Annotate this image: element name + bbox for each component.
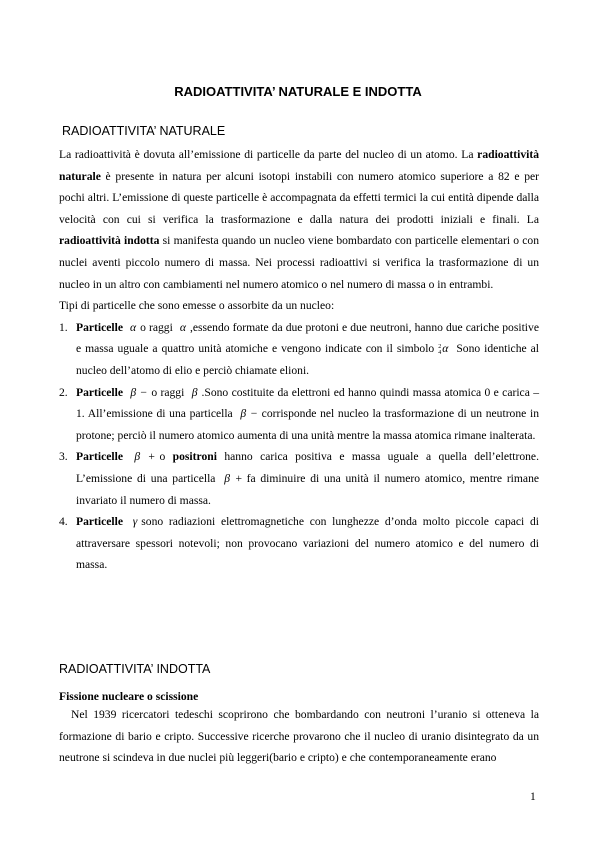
- page-title: RADIOATTIVITA’ NATURALE E INDOTTA: [174, 84, 422, 99]
- alpha-notation-numbers: 2 4: [438, 343, 442, 356]
- alpha-symbol: α: [130, 320, 137, 334]
- list-item-beta-minus: 2. Particelle β − o raggi β .Sono costituite da elettroni ed hanno quindi massa atomica 0 e carica – 1. All’emissione di una particella β − corrisponde nel nucleo la trasformazione di un neutrone in protone; perciò il numero atomico aumenta di una unità mentre la massa atomica rimane inalterata.: [59, 385, 539, 442]
- subheading-fission: Fissione nucleare o scissione: [59, 690, 199, 703]
- list-item-beta-plus: 3. Particelle β + o positroni hanno carica positiva e massa uguale a quella dell’elettrone. L’emissione di una particella β + fa diminuire di una unità il numero atomico, mentre rimane invariato il numero di massa.: [59, 450, 540, 507]
- section-heading-induced: RADIOATTIVITA’ INDOTTA: [59, 662, 211, 676]
- paragraph-intro: La radioattività è dovuta all’emissione di particelle da parte del nucleo di un atomo. La radioattività naturale è presente in natura per alcuni isotopi instabili con numero atomico superiore a 82 e per pochi altri. L’emissione di queste particelle è accompagnata da effetti termici la cui entità dipende dalla velocità con cui si verifica la trasformazione e dalla natura dei prodotti iniziali e finali. La radioattività indotta si manifesta quando un nucleo viene bombardato con particelle elementari o con nuclei aventi piccolo numero di massa. Nei processi radioattivi si verifica la trasformazione di un nucleo in un altro con cambiamenti nel numero atomico o nel numero di massa o in entrambi.: [59, 148, 539, 291]
- list-item-alpha: 1. Particelle α o raggi α ,essendo formate da due protoni e due neutroni, hanno due cariche positive e massa uguale a quattro unità atomiche e vengono indicate con il simbolo 2 4α Sono identiche al nucleo dell’atomo di elio e perciò chiamate elioni.: [59, 320, 540, 377]
- particle-list: [59, 317, 539, 576]
- page-number: 1: [530, 790, 536, 803]
- paragraph-fission: Nel 1939 ricercatori tedeschi scoprirono che bombardando con neutroni l’uranio si otteneva la formazione di bario e cripto. Successive ricerche provarono che il nucleo di uranio disintegrato da un neutrone si scindeva in due nuclei più leggeri(bario e cripto) e che contemporaneamente erano: [59, 708, 539, 765]
- section-body-natural: [59, 144, 539, 576]
- section-heading-natural: RADIOATTIVITA’ NATURALE: [62, 124, 226, 138]
- list-item-gamma: 4. Particelle γ sono radiazioni elettromagnetiche con lunghezze d’onda molto piccole capaci di attraversare spessori notevoli; non provocano variazioni del numero atomico e del numero di massa.: [59, 515, 539, 572]
- paragraph-types: Tipi di particelle che sono emesse o assorbite da un nucleo:: [59, 299, 335, 313]
